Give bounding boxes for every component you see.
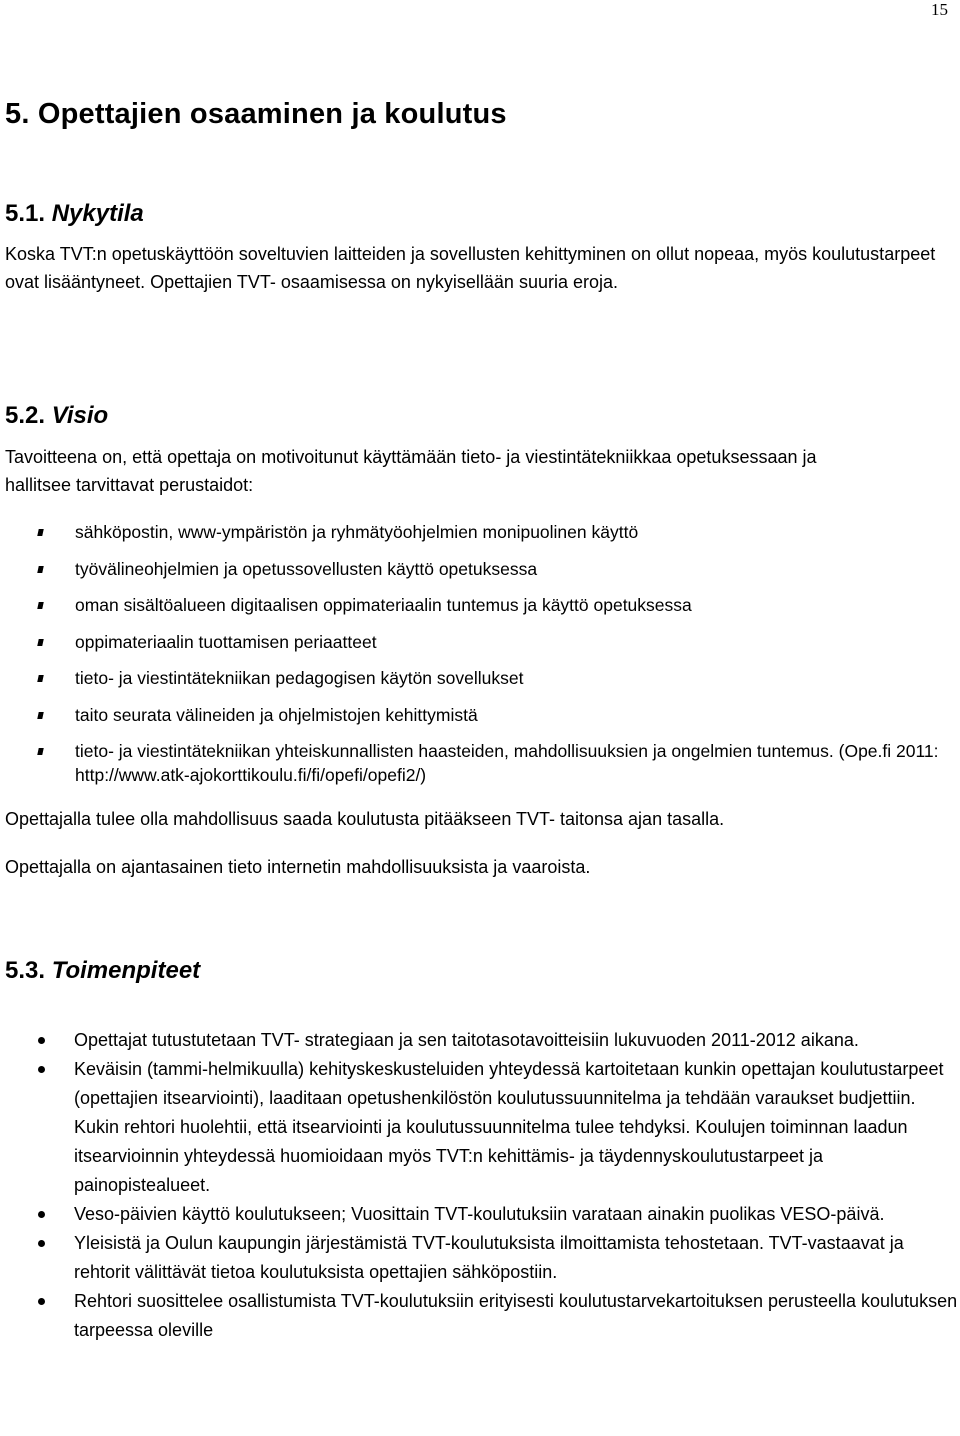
section-heading-toimenpiteet — [5, 957, 200, 985]
list-item-text: Yleisistä ja Oulun kaupungin järjestämistä TVT-koulutuksista ilmoittamista tehostetaan. TVT-vastaavat ja rehtorit välittävät tietoa koulutuksista opettajien sähköpostiin. — [74, 1233, 904, 1282]
visio-skills-list — [0, 520, 945, 800]
list-item-text: taito seurata välineiden ja ohjelmistojen kehittymistä — [75, 704, 478, 725]
section-heading-visio — [5, 402, 108, 430]
visio-intro: Tavoitteena on, että opettaja on motivoitunut käyttämään tieto- ja viestintätekniikkaa opetuksessaan ja hallitsee tarvittavat perustaidot: — [5, 447, 817, 495]
list-item-text: Veso-päivien käyttö koulutukseen; Vuosittain TVT-koulutuksiin varataan ainakin puolikas VESO-päivä. — [74, 1204, 885, 1224]
list-item-text: oman sisältöalueen digitaalisen oppimateriaalin tuntemus ja käyttö opetuksessa — [75, 595, 692, 615]
bullet-icon — [37, 748, 43, 755]
section-heading-nykytila — [5, 200, 144, 228]
section-title: Visio — [51, 402, 109, 429]
list-item — [0, 593, 945, 617]
bullet-icon — [37, 712, 43, 719]
list-item — [0, 1055, 958, 1200]
list-item — [0, 557, 945, 581]
section-title: Toimenpiteet — [51, 957, 201, 984]
list-item — [0, 1200, 958, 1229]
list-item — [0, 1287, 958, 1345]
list-item-text: oppimateriaalin tuottamisen periaatteet — [75, 631, 377, 652]
page-number: 15 — [931, 0, 948, 19]
visio-paragraph-training: Opettajalla tulee olla mahdollisuus saada koulutusta pitääkseen TVT- taitonsa ajan tasalla. — [5, 809, 725, 829]
list-item-text: työvälineohjelmien ja opetussovellusten käyttö opetuksessa — [75, 558, 538, 579]
bullet-icon — [37, 639, 43, 646]
nykytila-paragraph: Koska TVT:n opetuskäyttöön soveltuvien laitteiden ja sovellusten kehittyminen on ollut nopeaa, myös koulutustarpeet ovat lisääntyneet. Opettajien TVT- osaamisessa on nykyisellään suuria eroja. — [5, 244, 936, 292]
list-item — [0, 520, 945, 544]
list-item-text: sähköpostin, www-ympäristön ja ryhmätyöohjelmien monipuolinen käyttö — [75, 522, 639, 542]
list-item — [0, 1229, 958, 1287]
bullet-icon — [37, 529, 43, 536]
list-item — [0, 739, 945, 787]
bullet-icon — [38, 1298, 45, 1305]
list-item — [0, 630, 945, 654]
toimenpiteet-list — [0, 1026, 958, 1345]
list-item — [0, 666, 945, 690]
chapter-heading: 5. Opettajien osaaminen ja koulutus — [5, 98, 507, 130]
section-number: 5.3. — [5, 957, 46, 984]
visio-paragraph-internet: Opettajalla on ajantasainen tieto internetin mahdollisuuksista ja vaaroista. — [5, 857, 591, 877]
bullet-icon — [37, 602, 43, 609]
bullet-icon — [38, 1211, 45, 1218]
bullet-icon — [37, 675, 43, 682]
section-number: 5.1. — [5, 200, 46, 227]
list-item — [0, 1026, 958, 1055]
bullet-icon — [37, 566, 43, 573]
section-title: Nykytila — [51, 200, 144, 227]
list-item-text: Keväisin (tammi-helmikuulla) kehityskeskusteluiden yhteydessä kartoitetaan kunkin opettajan koulutustarpeet (opettajien itsearviointi), laaditaan opetushenkilöstön koulutussuunnitelma ja tehdään varaukset budjettiin. Kukin rehtori huolehtii, että itsearviointi ja koulutussuunnitelma tulee tehdyksi. Koulujen toiminnan laadun itsearvioinnin yhteydessä huomioidaan myös TVT:n kehittämis- ja täydennyskoulutustarpeet ja painopistealueet. — [74, 1059, 944, 1195]
list-item-text: Opettajat tutustutetaan TVT- strategiaan ja sen taitotasotavoitteisiin lukuvuoden 2011-2012 aikana. — [74, 1030, 859, 1050]
list-item — [0, 703, 945, 727]
bullet-icon — [38, 1066, 45, 1073]
list-item-text: Rehtori suosittelee osallistumista TVT-koulutuksiin erityisesti koulutustarvekartoituksen perusteella koulutuksen tarpeessa oleville — [74, 1291, 958, 1340]
section-number: 5.2. — [5, 402, 46, 429]
list-item-text: tieto- ja viestintätekniikan pedagogisen käytön sovellukset — [75, 668, 524, 688]
bullet-icon — [38, 1037, 45, 1044]
bullet-icon — [38, 1240, 45, 1247]
list-item-text: tieto- ja viestintätekniikan yhteiskunnallisten haasteiden, mahdollisuuksien ja ongelmien tuntemus. (Ope.fi 2011: http://www.atk-ajokorttikoulu.fi/fi/opefi/opefi2/) — [75, 741, 939, 785]
